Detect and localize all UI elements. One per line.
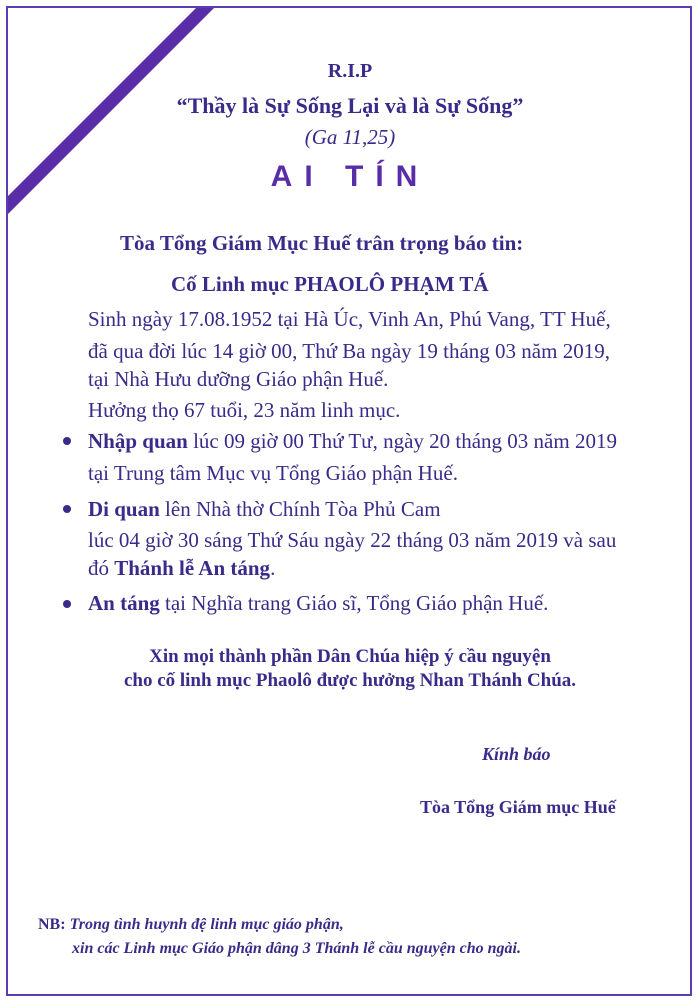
event-procession-line	[88, 497, 441, 522]
event-mass-label: Thánh lễ An táng	[114, 556, 271, 580]
signature-greeting: Kính báo	[482, 744, 551, 764]
event-coffin-place: tại Trung tâm Mục vụ Tổng Giáo phận Huế.	[88, 461, 459, 485]
birth-line: Sinh ngày 17.08.1952 tại Hà Úc, Vinh An, Phú Vang, TT Huế,	[88, 307, 611, 331]
bullet-icon	[63, 437, 71, 445]
bullet-icon	[63, 505, 71, 513]
note-block	[38, 916, 344, 934]
prayer-line-1: Xin mọi thành phần Dân Chúa hiệp ý cầu nguyện	[149, 646, 551, 667]
deceased-name: Cố Linh mục PHAOLÔ PHẠM TÁ	[171, 272, 489, 296]
event-burial-label: An táng	[88, 591, 160, 615]
event-coffin-label: Nhập quan	[88, 429, 188, 453]
event-coffin-line	[88, 429, 617, 454]
event-burial-text: tại Nghĩa trang Giáo sĩ, Tổng Giáo phận Huế.	[159, 591, 549, 615]
death-place-line: tại Nhà Hưu dưỡng Giáo phận Huế.	[88, 367, 389, 391]
age-line: Hưởng thọ 67 tuổi, 23 năm linh mục.	[88, 398, 401, 422]
note-line-1: Trong tình huynh đệ linh mục giáo phận,	[69, 916, 344, 933]
event-procession-mass	[88, 556, 275, 581]
signature-from: Tòa Tổng Giám mục Huế	[420, 797, 616, 817]
scripture-reference: (Ga 11,25)	[304, 125, 396, 149]
event-burial-line	[88, 591, 548, 616]
prayer-line-2: cho cố linh mục Phaolô được hưởng Nhan Thánh Chúa.	[123, 670, 577, 691]
page-title: AI TÍN	[270, 160, 430, 193]
event-coffin-text: lúc 09 giờ 00 Thứ Tư, ngày 20 tháng 03 năm 2019	[187, 429, 617, 453]
scripture-quote: “Thầy là Sự Sống Lại và là Sự Sống”	[176, 93, 524, 118]
note-label: NB:	[38, 916, 66, 933]
announcement: Tòa Tổng Giám Mục Huế trân trọng báo tin:	[120, 231, 524, 255]
event-procession-text: lên Nhà thờ Chính Tòa Phủ Cam	[159, 497, 441, 521]
bullet-icon	[63, 600, 71, 608]
event-procession-label: Di quan	[88, 497, 160, 521]
event-mass-post: .	[270, 556, 276, 580]
death-line: đã qua đời lúc 14 giờ 00, Thứ Ba ngày 19 tháng 03 năm 2019,	[88, 339, 610, 363]
event-procession-time: lúc 04 giờ 30 sáng Thứ Sáu ngày 22 tháng 03 năm 2019 và sau	[88, 528, 617, 552]
note-line-2: xin các Linh mục Giáo phận dâng 3 Thánh lễ cầu nguyện cho ngài.	[72, 940, 521, 957]
event-mass-pre: đó	[88, 556, 115, 580]
rip-text: R.I.P	[327, 60, 373, 82]
